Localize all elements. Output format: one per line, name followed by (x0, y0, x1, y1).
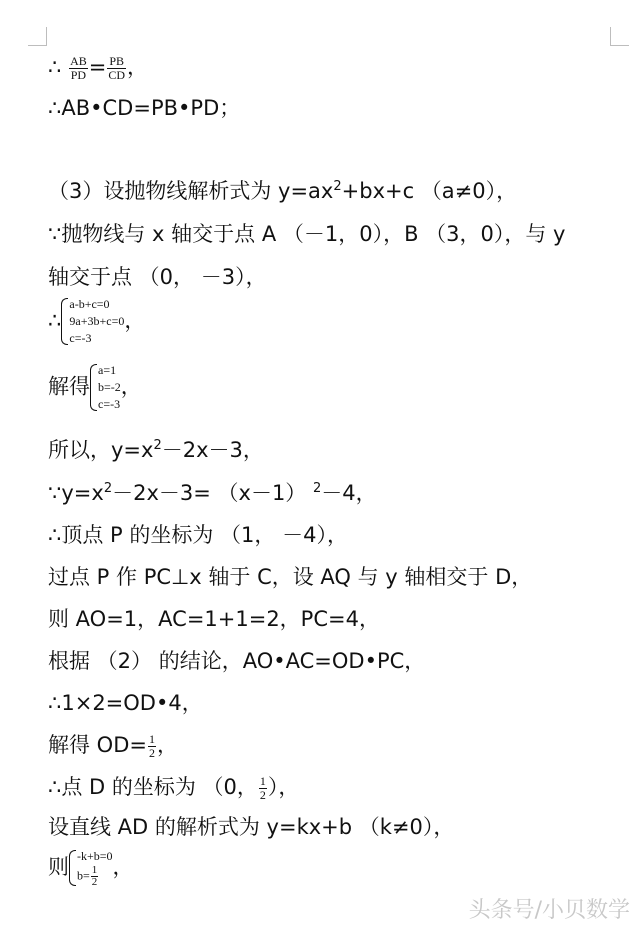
denominator: 2 (259, 787, 266, 802)
line-construction: 过点 P 作 PC⊥x 轴于 C，设 AQ 与 y 轴相交于 D， (48, 565, 533, 589)
text: （3）设抛物线解析式为 y=ax (48, 179, 334, 203)
denominator: 2 (91, 876, 98, 888)
exponent: 2 (153, 438, 162, 453)
solve-label: 解得 (48, 374, 90, 399)
line-vertex-form (48, 480, 377, 506)
equation: b=-2 (98, 380, 121, 394)
solution-system (90, 362, 121, 413)
exponent: 2 (103, 481, 113, 496)
line-y-intercept: 轴交于点 （0， －3）， (48, 265, 267, 289)
ad-equation-system (69, 848, 113, 888)
equation: a-b+c=0 (69, 297, 110, 311)
punctuation: ）， (267, 775, 300, 799)
brace-icon (61, 298, 68, 345)
punctuation: ， (112, 855, 134, 879)
brace-icon (90, 364, 97, 411)
line-equation-system (48, 296, 145, 347)
fraction-ab-pd (69, 55, 88, 82)
text: +bx+c （a≠0）， (341, 179, 518, 203)
punctuation: ， (127, 55, 149, 79)
text: 所以，y=x (48, 438, 154, 462)
brace-icon (69, 850, 76, 886)
fraction-one-half (91, 865, 99, 888)
line-axis-intersections: ∵抛物线与 x 轴交于点 A （－1，0），B （3，0），与 y (48, 222, 566, 246)
numerator: 1 (259, 773, 266, 788)
equals-sign: = (88, 55, 107, 79)
equation-system (61, 296, 124, 347)
therefore-symbol: ∴ (48, 308, 62, 333)
equation (77, 865, 113, 888)
watermark: 头条号/小贝数学 (468, 898, 630, 923)
line-product-equality: ∴AB•CD=PB•PD； (48, 96, 241, 120)
line-ratio-statement (48, 54, 148, 82)
line-ad-system (48, 848, 134, 888)
line-od-value (48, 732, 178, 760)
text: －2x－3= （x－1） (112, 481, 307, 505)
text: ∵y=x (48, 481, 104, 505)
line-line-ad: 设直线 AD 的解析式为 y=kx+b （k≠0）， (48, 815, 455, 839)
denominator: PD (70, 67, 87, 82)
exponent: 2 (333, 179, 342, 194)
line-substitution: ∴1×2=OD•4， (48, 691, 203, 715)
therefore-symbol: ∴ (48, 55, 62, 79)
equation: 9a+3b+c=0 (69, 314, 125, 328)
fraction-pb-cd (107, 55, 126, 82)
page-corner-mark-left (28, 27, 47, 46)
punctuation: ， (124, 308, 146, 333)
page-corner-mark-right (610, 27, 629, 46)
line-lengths: 则 AO=1，AC=1+1=2，PC=4， (48, 607, 380, 631)
fraction-one-half (259, 775, 267, 802)
text: －2x－3， (161, 438, 264, 462)
text: ∴点 D 的坐标为 （0， (48, 775, 258, 799)
line-conclusion-reference: 根据 （2） 的结论，AO•AC=OD•PC， (48, 649, 426, 673)
denominator: CD (108, 67, 126, 82)
line-point-d (48, 774, 299, 802)
equation: c=-3 (69, 331, 92, 345)
equation: c=-3 (98, 397, 121, 411)
punctuation: ， (156, 733, 178, 757)
numerator: PB (109, 53, 125, 68)
text: b= (77, 868, 90, 883)
numerator: 1 (148, 731, 155, 746)
exponent: 2 (313, 481, 322, 496)
text: 解得 OD= (48, 733, 147, 757)
equation: a=1 (98, 363, 117, 377)
denominator: 2 (148, 745, 155, 760)
line-vertex-coordinates: ∴顶点 P 的坐标为 （1， －4）， (48, 523, 348, 547)
fraction-one-half (148, 733, 156, 760)
equation: -k+b=0 (77, 849, 113, 863)
then-label: 则 (48, 855, 69, 879)
line-parabola-result (48, 437, 264, 463)
text: －4， (321, 481, 377, 505)
line-part3-parabola (48, 178, 517, 204)
numerator: 1 (91, 864, 98, 876)
numerator: AB (70, 53, 87, 68)
line-solution-system (48, 362, 142, 413)
punctuation: ， (120, 374, 142, 399)
